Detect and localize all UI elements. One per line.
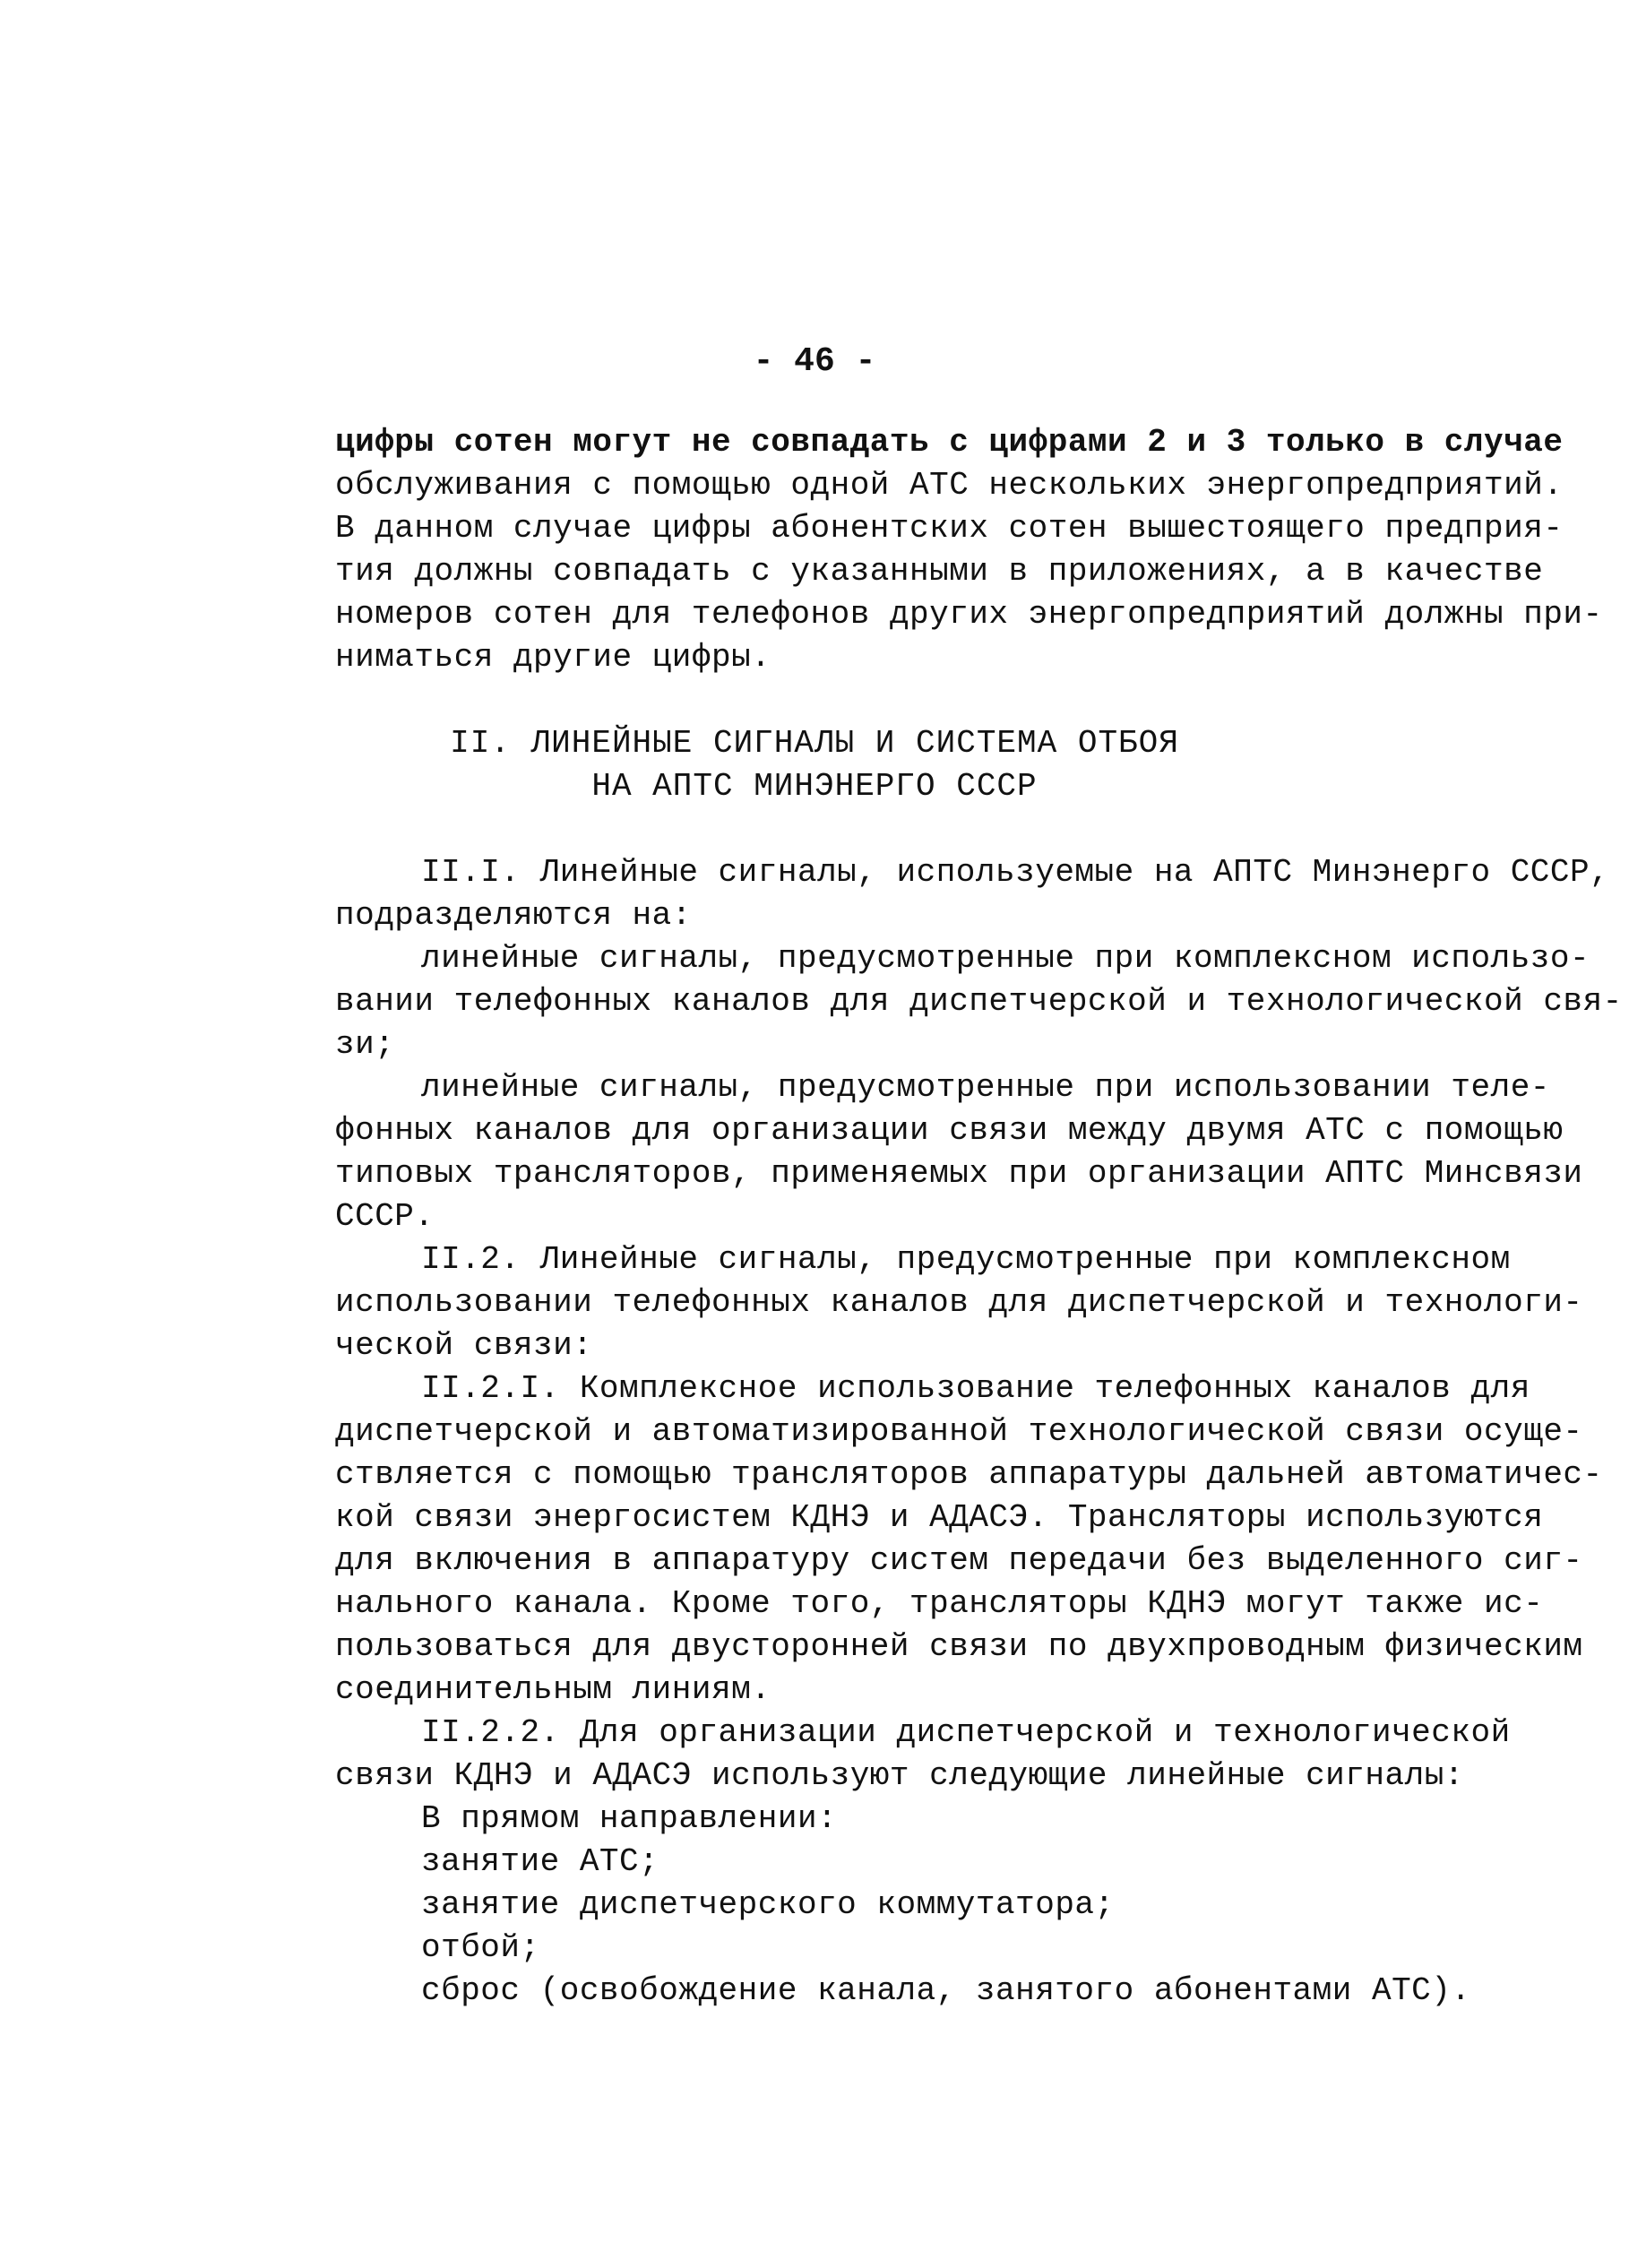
section-heading-line-1: II. ЛИНЕЙНЫЕ СИГНАЛЫ И СИСТЕМА ОТБОЯ [450, 725, 1179, 762]
text-line: номеров сотен для телефонов других энергопредприятий должны при- [335, 596, 1603, 633]
text-line: цифры сотен могут не совпадать с цифрами 2 и 3 только в случае [335, 424, 1564, 461]
text-line: типовых трансляторов, применяемых при организации АПТС Минсвязи [335, 1155, 1583, 1192]
section-heading-line-2: НА АПТС МИНЭНЕРГО СССР [591, 768, 1038, 805]
text-line: линейные сигналы, предусмотренные при использовании теле- [421, 1069, 1550, 1106]
text-line: соединительным линиям. [335, 1671, 771, 1708]
text-line: II.2.I. Комплексное использование телефонных каналов для [421, 1370, 1530, 1407]
text-line: тия должны совпадать с указанными в приложениях, а в качестве [335, 553, 1544, 590]
text-line: СССР. [335, 1198, 435, 1235]
text-line: нального канала. Кроме того, трансляторы КДНЭ могут также ис- [335, 1585, 1544, 1622]
page-number: - 46 - [753, 342, 876, 381]
text-line: В прямом направлении: [421, 1800, 838, 1837]
text-line: пользоваться для двусторонней связи по двухпроводным физическим [335, 1628, 1583, 1665]
text-line: вании телефонных каналов для диспетчерской и технологической свя- [335, 983, 1623, 1020]
text-line: фонных каналов для организации связи между двумя АТС с помощью [335, 1112, 1564, 1149]
text-line: ствляется с помощью трансляторов аппаратуры дальней автоматичес- [335, 1456, 1603, 1493]
text-line: для включения в аппаратуру систем передачи без выделенного сиг- [335, 1542, 1583, 1579]
text-line: связи КДНЭ и АДАСЭ используют следующие линейные сигналы: [335, 1757, 1464, 1794]
text-line: II.2.2. Для организации диспетчерской и технологической [421, 1714, 1511, 1751]
text-line: использовании телефонных каналов для диспетчерской и технологи- [335, 1284, 1583, 1321]
text-line: линейные сигналы, предусмотренные при комплексном использо- [421, 940, 1590, 977]
text-line: подразделяются на: [335, 897, 692, 934]
text-line: ниматься другие цифры. [335, 639, 771, 676]
text-line: II.2. Линейные сигналы, предусмотренные при комплексном [421, 1241, 1511, 1278]
text-line: II.I. Линейные сигналы, используемые на АПТС Минэнерго СССР, [421, 854, 1610, 891]
text-line: занятие АТС; [421, 1843, 659, 1880]
text-line: В данном случае цифры абонентских сотен вышестоящего предприя- [335, 510, 1564, 547]
text-line: кой связи энергосистем КДНЭ и АДАСЭ. Трансляторы используются [335, 1499, 1544, 1536]
text-line: ческой связи: [335, 1327, 593, 1364]
text-line: отбой; [421, 1929, 540, 1966]
text-line: сброс (освобождение канала, занятого абонентами АТС). [421, 1972, 1471, 2009]
text-line: обслуживания с помощью одной АТС нескольких энергопредприятий. [335, 467, 1564, 504]
text-line: зи; [335, 1026, 395, 1063]
text-line: диспетчерской и автоматизированной технологической связи осуще- [335, 1413, 1583, 1450]
text-line: занятие диспетчерского коммутатора; [421, 1886, 1115, 1923]
